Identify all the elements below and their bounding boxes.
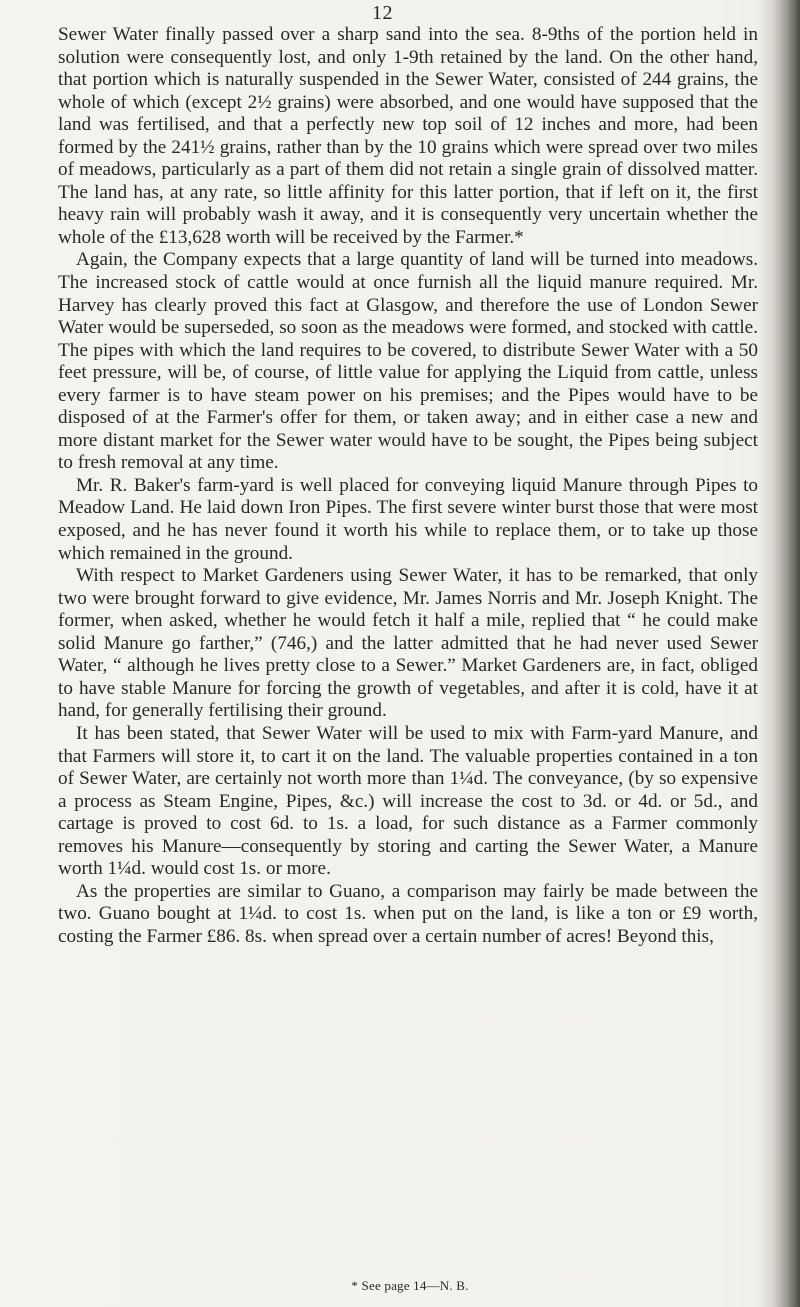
paragraph-market-gardeners: With respect to Market Gardeners using Sewer Water, it has to be remarked, that only two were brought forward to give evidence, Mr. James Norris and Mr. Joseph Knight. The former, when asked, whether he would fetch it half a mile, replied that “ he could make solid Manure go farther,” (746,) and the latter admitted that he had never used Sewer Water, “ although he lives pretty close to a Sewer.” Market Gardeners are, in fact, obliged to have stable Manure for forcing the growth of vegetables, and after it is cold, have it at hand, for generally fertilising their ground. <box>58 565 758 722</box>
body-text <box>58 24 758 948</box>
paragraph-sewer-water-loss: Sewer Water finally passed over a sharp sand into the sea. 8-9ths of the portion held in solution were consequently lost, and only 1-9th retained by the land. On the other hand, that portion which is naturally suspended in the Sewer Water, consisted of 244 grains, the whole of which (except 2½ grains) were absorbed, and one would have supposed that the land was fertilised, and that a perfectly new top soil of 12 inches and more, had been formed by the 241½ grains, rather than by the 10 grains which were spread over two miles of meadows, particularly as a part of them did not retain a single grain of dissolved matter. The land has, at any rate, so little affinity for this latter portion, that if left on it, the first heavy rain will probably wash it away, and it is consequently very uncertain whether the whole of the £13,628 worth will be received by the Farmer.* <box>58 24 758 248</box>
paragraph-baker-farm-yard: Mr. R. Baker's farm-yard is well placed for conveying liquid Manure through Pipes to Meadow Land. He laid down Iron Pipes. The first severe winter burst those that were most exposed, and he has never found it worth his while to replace them, or to take up those which remained in the ground. <box>58 474 758 564</box>
page-number: 12 <box>372 2 393 24</box>
paragraph-meadows: Again, the Company expects that a large quantity of land will be turned into meadows. The increased stock of cattle would at once furnish all the liquid manure required. Mr. Harvey has clearly proved this fact at Glasgow, and therefore the use of London Sewer Water would be superseded, so soon as the meadows were formed, and stocked with cattle. The pipes with which the land requires to be covered, to distribute Sewer Water with a 50 feet pressure, will be, of course, of little value for applying the Liquid from cattle, unless every farmer is to have steam power on his premises; and the Pipes would have to be disposed of at the Farmer's offer for them, or taken away; and in either case a new and more distant market for the Sewer water would have to be sought, the Pipes being subject to fresh removal at any time. <box>58 249 758 474</box>
paragraph-guano-comparison: As the properties are similar to Guano, a comparison may fairly be made between the two. Guano bought at 1¼d. to cost 1s. when put on the land, is like a ton or £9 worth, costing the Farmer £86. 8s. when spread over a certain number of acres! Beyond this, <box>58 880 758 947</box>
paragraph-farm-yard-manure: It has been stated, that Sewer Water will be used to mix with Farm-yard Manure, and that Farmers will store it, to cart it on the land. The valuable properties contained in a ton of Sewer Water, are certainly not worth more than 1¼d. The conveyance, (by so expensive a process as Steam Engine, Pipes, &c.) will increase the cost to 3d. or 4d. or 5d., and cartage is proved to cost 6d. to 1s. a load, for such distance as a Farmer commonly removes his Manure—consequently by storing and carting the Sewer Water, a Manure worth 1¼d. would cost 1s. or more. <box>58 722 758 880</box>
binding-shadow <box>758 0 800 1307</box>
footnote <box>0 1278 800 1294</box>
footnote-text: * See page 14—N. B. <box>351 1278 469 1293</box>
